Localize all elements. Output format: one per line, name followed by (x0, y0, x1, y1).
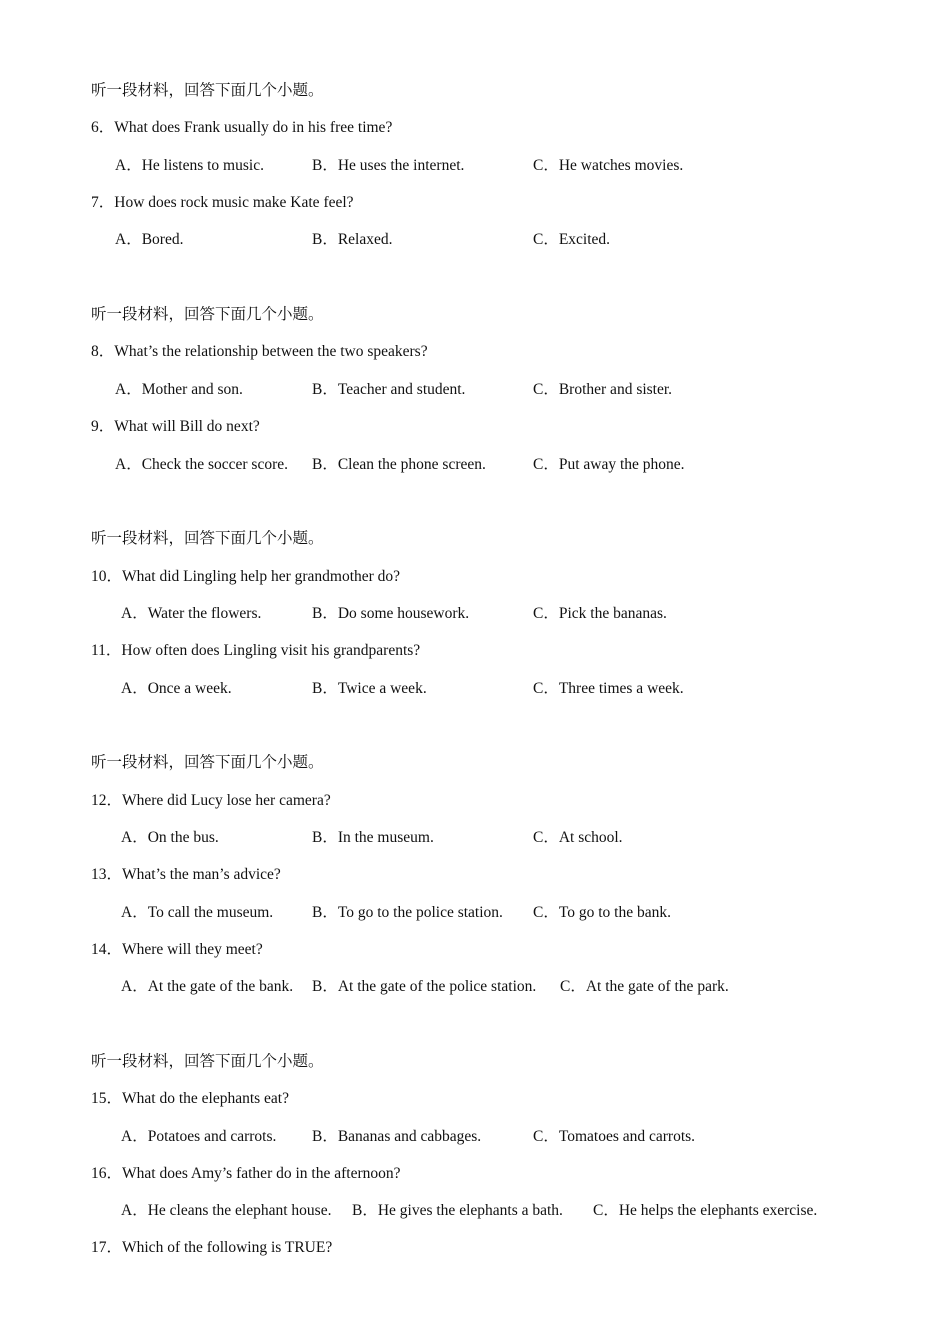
option-c[interactable]: C．Excited. (533, 231, 611, 248)
section-intro: 听一段材料，回答下面几个小题。 (91, 530, 324, 547)
option-row (0, 603, 950, 625)
question-stem: 14．Where will they meet? (91, 941, 263, 958)
option-b[interactable]: B．Twice a week. (312, 680, 427, 697)
question-stem: 7．How does rock music make Kate feel? (91, 194, 354, 211)
option-row (0, 1200, 950, 1222)
question-stem: 10．What did Lingling help her grandmother do? (91, 568, 401, 585)
option-a[interactable]: A．To call the museum. (121, 904, 274, 921)
option-a[interactable]: A．Water the flowers. (121, 605, 262, 622)
option-b[interactable]: B．Bananas and cabbages. (312, 1128, 482, 1145)
question-stem: 15．What do the elephants eat? (91, 1090, 289, 1107)
option-a[interactable]: A．At the gate of the bank. (121, 978, 294, 995)
option-c[interactable]: C．He watches movies. (533, 157, 684, 174)
option-c[interactable]: C．Three times a week. (533, 680, 684, 697)
option-row (0, 902, 950, 924)
section-intro: 听一段材料，回答下面几个小题。 (91, 754, 324, 771)
option-row (0, 976, 950, 998)
question-stem: 11．How often does Lingling visit his grandparents? (91, 642, 421, 659)
option-b[interactable]: B．Relaxed. (312, 231, 393, 248)
option-c[interactable]: C．To go to the bank. (533, 904, 671, 921)
question-stem: 12．Where did Lucy lose her camera? (91, 792, 331, 809)
option-a[interactable]: A．Potatoes and carrots. (121, 1128, 277, 1145)
section-intro: 听一段材料，回答下面几个小题。 (91, 306, 324, 323)
option-b[interactable]: B．He gives the elephants a bath. (352, 1202, 563, 1219)
option-a[interactable]: A．Once a week. (121, 680, 232, 697)
option-c[interactable]: C．Brother and sister. (533, 381, 673, 398)
option-b[interactable]: B．To go to the police station. (312, 904, 503, 921)
question-stem: 8．What’s the relationship between the two speakers? (91, 343, 428, 360)
option-a[interactable]: A．Mother and son. (115, 381, 243, 398)
option-b[interactable]: B．Clean the phone screen. (312, 456, 486, 473)
option-c[interactable]: C．Tomatoes and carrots. (533, 1128, 696, 1145)
option-row (0, 229, 950, 251)
option-row (0, 454, 950, 476)
section-intro: 听一段材料，回答下面几个小题。 (91, 82, 324, 99)
option-b[interactable]: B．In the museum. (312, 829, 434, 846)
option-a[interactable]: A．Bored. (115, 231, 184, 248)
option-c[interactable]: C．At the gate of the park. (560, 978, 729, 995)
option-row (0, 678, 950, 700)
option-b[interactable]: B．He uses the internet. (312, 157, 465, 174)
option-c[interactable]: C．Put away the phone. (533, 456, 685, 473)
option-b[interactable]: B．Do some housework. (312, 605, 470, 622)
question-stem: 16．What does Amy’s father do in the afternoon? (91, 1165, 401, 1182)
question-stem: 13．What’s the man’s advice? (91, 866, 281, 883)
question-stem: 17．Which of the following is TRUE? (91, 1239, 333, 1256)
option-c[interactable]: C．He helps the elephants exercise. (593, 1202, 818, 1219)
option-b[interactable]: B．Teacher and student. (312, 381, 466, 398)
option-row (0, 379, 950, 401)
option-a[interactable]: A．He listens to music. (115, 157, 264, 174)
option-b[interactable]: B．At the gate of the police station. (312, 978, 537, 995)
option-c[interactable]: C．Pick the bananas. (533, 605, 667, 622)
option-a[interactable]: A．He cleans the elephant house. (121, 1202, 332, 1219)
option-a[interactable]: A．On the bus. (121, 829, 219, 846)
option-row (0, 1126, 950, 1148)
question-stem: 6．What does Frank usually do in his free time? (91, 119, 393, 136)
option-row (0, 155, 950, 177)
section-intro: 听一段材料，回答下面几个小题。 (91, 1053, 324, 1070)
option-c[interactable]: C．At school. (533, 829, 623, 846)
question-stem: 9．What will Bill do next? (91, 418, 260, 435)
option-a[interactable]: A．Check the soccer score. (115, 456, 289, 473)
option-row (0, 827, 950, 849)
